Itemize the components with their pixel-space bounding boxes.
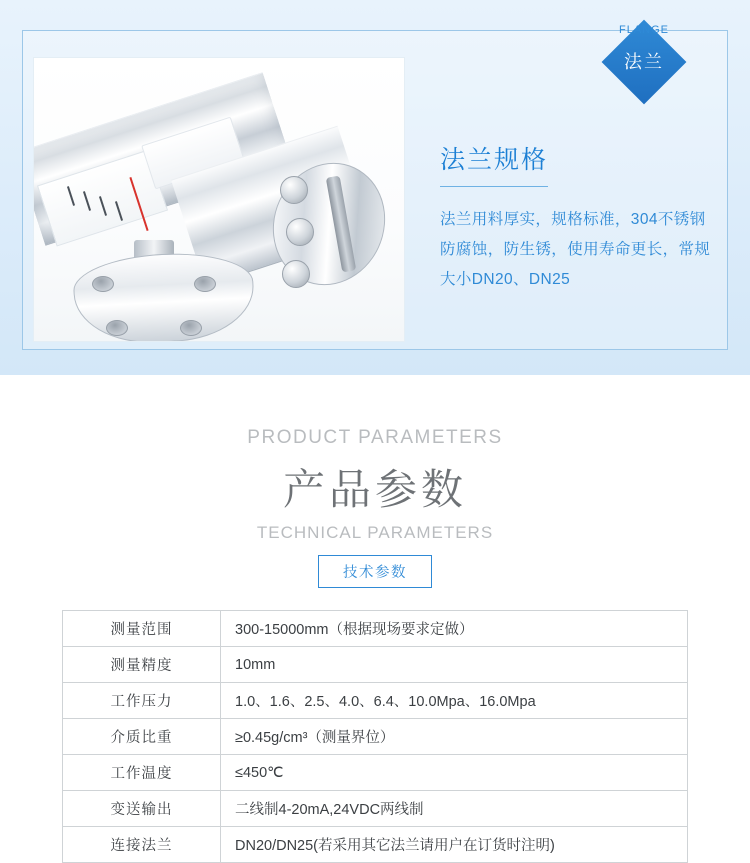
spec-value: DN20/DN25(若采用其它法兰请用户在订货时注明) xyxy=(221,827,688,863)
product-parameters-section xyxy=(0,375,750,861)
bolt-icon xyxy=(282,260,310,288)
banner-title: 法兰规格 xyxy=(440,140,548,187)
bolt-icon xyxy=(286,218,314,246)
spec-key: 工作温度 xyxy=(63,755,221,791)
table-row xyxy=(63,755,688,791)
table-row xyxy=(63,611,688,647)
table-row xyxy=(63,827,688,863)
spec-key: 工作压力 xyxy=(63,683,221,719)
spec-value: ≥0.45g/cm³（测量界位） xyxy=(221,719,688,755)
banner-description: 法兰用料厚实，规格标准，304不锈钢防腐蚀，防生锈，使用寿命更长，常规大小DN20、DN25 xyxy=(440,211,711,288)
spec-value: ≤450℃ xyxy=(221,755,688,791)
flange-hole-icon xyxy=(92,276,114,292)
section-heading-cn: 产品参数 xyxy=(282,466,467,513)
flange-hole-icon xyxy=(106,320,128,336)
table-row xyxy=(63,719,688,755)
specifications-table-body xyxy=(63,611,688,863)
spec-key: 测量范围 xyxy=(63,611,221,647)
bottom-flange-shape xyxy=(72,249,256,342)
section-heading-en-top: PRODUCT PARAMETERS xyxy=(247,427,503,448)
specifications-table xyxy=(62,610,688,863)
technical-parameters-tag: 技术参数 xyxy=(318,555,432,588)
banner-text-block xyxy=(440,140,720,295)
spec-value: 300-15000mm（根据现场要求定做） xyxy=(221,611,688,647)
flange-banner xyxy=(0,0,750,375)
spec-key: 变送输出 xyxy=(63,791,221,827)
section-heading-en-bottom: TECHNICAL PARAMETERS xyxy=(256,523,494,542)
bolt-icon xyxy=(280,176,308,204)
spec-key: 连接法兰 xyxy=(63,827,221,863)
instrument-illustration xyxy=(34,58,404,341)
table-row xyxy=(63,647,688,683)
spec-key: 测量精度 xyxy=(63,647,221,683)
flange-hole-icon xyxy=(194,276,216,292)
spec-value: 二线制4-20mA,24VDC两线制 xyxy=(221,791,688,827)
badge-en-label: FLANGE xyxy=(618,24,669,36)
spec-key: 介质比重 xyxy=(63,719,221,755)
spec-value: 10mm xyxy=(221,647,688,683)
table-row xyxy=(63,683,688,719)
badge-cn-label: 法兰 xyxy=(624,52,664,72)
table-row xyxy=(63,791,688,827)
flange-hole-icon xyxy=(180,320,202,336)
spec-value: 1.0、1.6、2.5、4.0、6.4、10.0Mpa、16.0Mpa xyxy=(221,683,688,719)
flange-badge xyxy=(598,6,690,104)
product-photo xyxy=(33,57,405,342)
